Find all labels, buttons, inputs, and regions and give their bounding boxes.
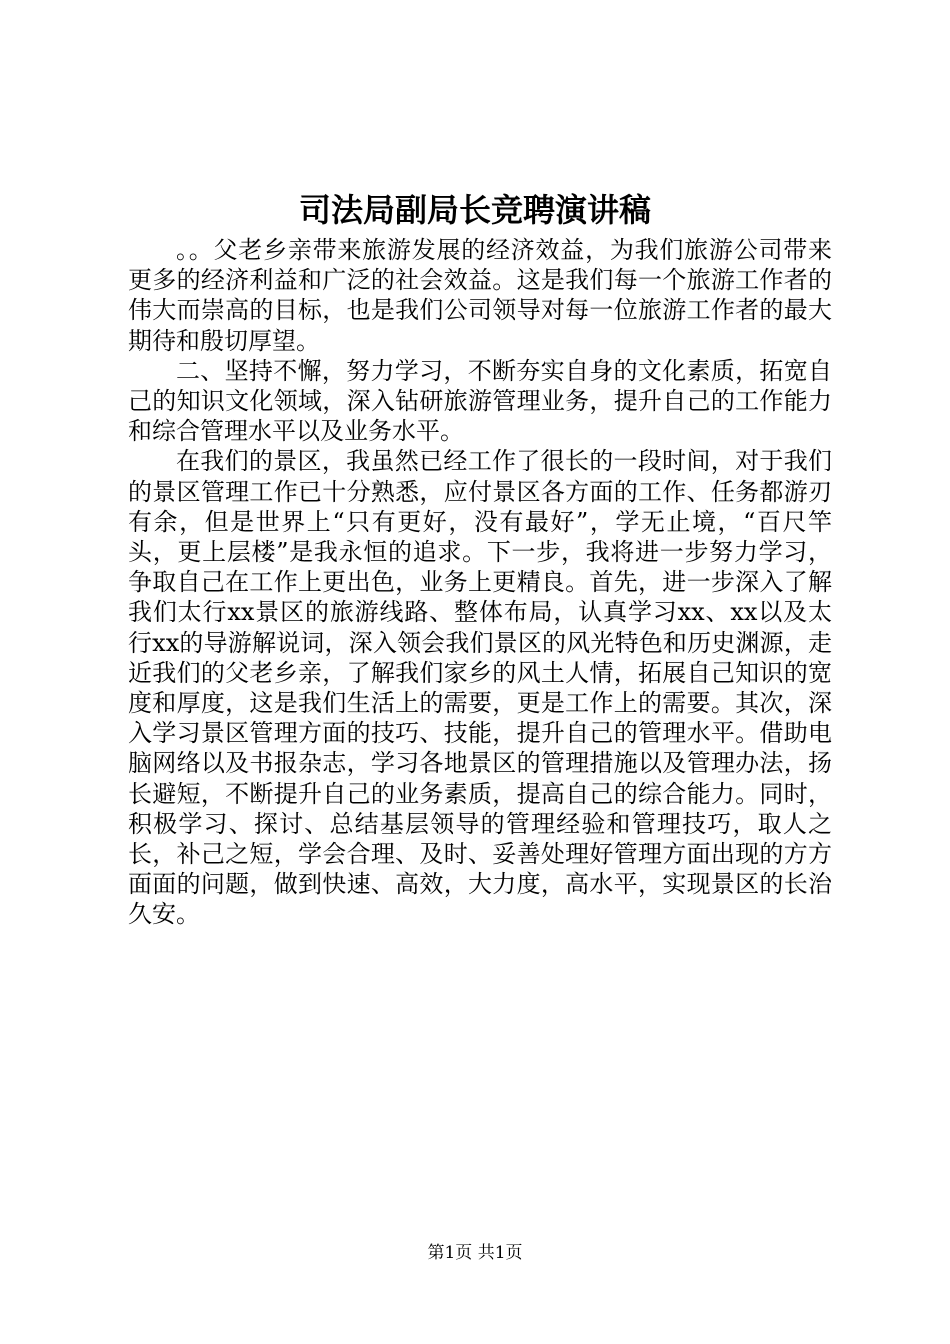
paragraph-2: 二、坚持不懈，努力学习，不断夯实自身的文化素质，拓宽自己的知识文化领域，深入钻研旅游管理业务，提升自己的工作能力和综合管理水平以及业务水平。 bbox=[128, 356, 832, 446]
page-footer: 第1页 共1页 bbox=[427, 1243, 523, 1263]
document-body bbox=[128, 235, 832, 930]
page-title: 司法局副局长竞聘演讲稿 bbox=[298, 191, 651, 229]
paragraph-3: 在我们的景区，我虽然已经工作了很长的一段时间，对于我们的景区管理工作已十分熟悉，应付景区各方面的工作、任务都游刃有余，但是世界上“只有更好，没有最好”，学无止境，“百尺竿头，更上层楼”是我永恒的追求。下一步，我将进一步努力学习，争取自己在工作上更出色，业务上更精良。首先，进一步深入了解我们太行xx景区的旅游线路、整体布局，认真学习xx、xx以及太行xx的导游解说词，深入领会我们景区的风光特色和历史渊源，走近我们的父老乡亲，了解我们家乡的风土人情，拓展自己知识的宽度和厚度，这是我们生活上的需要，更是工作上的需要。其次，深入学习景区管理方面的技巧、技能，提升自己的管理水平。借助电脑网络以及书报杂志，学习各地景区的管理措施以及管理办法，扬长避短，不断提升自己的业务素质，提高自己的综合能力。同时，积极学习、探讨、总结基层领导的管理经验和管理技巧，取人之长，补己之短，学会合理、及时、妥善处理好管理方面出现的方方面面的问题，做到快速、高效，大力度，高水平，实现景区的长治久安。 bbox=[128, 447, 832, 929]
paragraph-1: 。。父老乡亲带来旅游发展的经济效益，为我们旅游公司带来更多的经济利益和广泛的社会效益。这是我们每一个旅游工作者的伟大而崇高的目标，也是我们公司领导对每一位旅游工作者的最大期待和殷切厚望。 bbox=[128, 236, 832, 355]
